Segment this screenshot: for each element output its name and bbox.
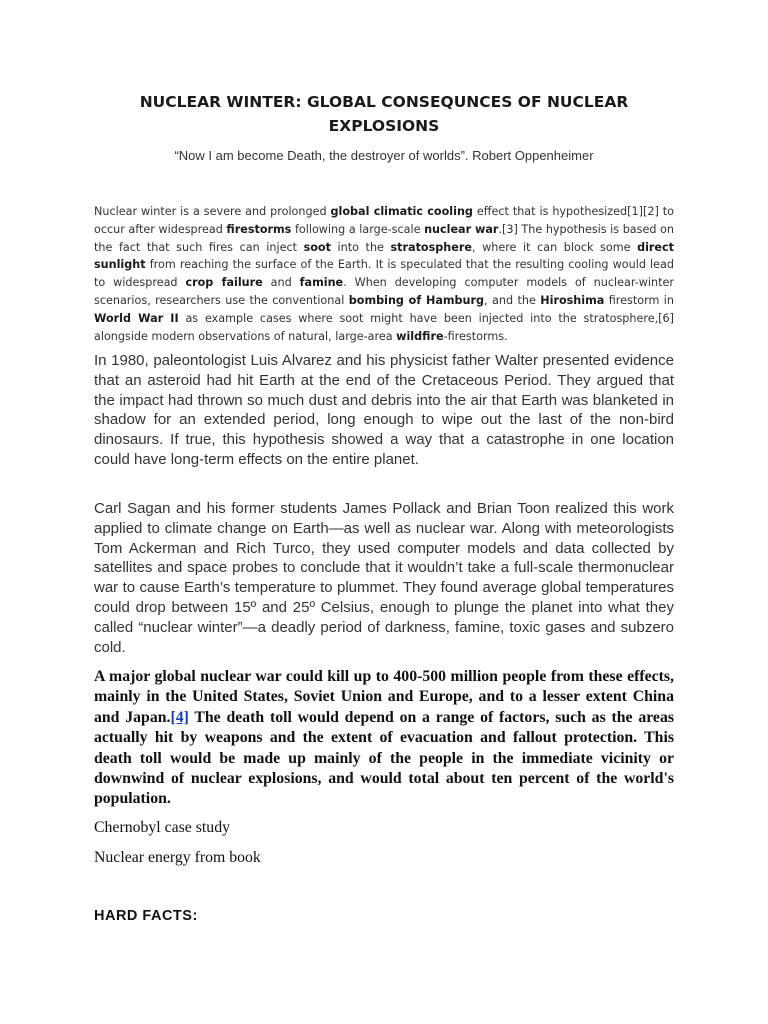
bold-term: bombing of Hamburg — [348, 293, 485, 307]
bold-term: direct sunlight — [94, 240, 674, 272]
paragraph-sagan: Carl Sagan and his former students James Pollack and Brian Toon realized this work applied to climate change on Earth—as well as nuclear war. Along with meteorologists Tom Ackerman and Rich Turco, they used computer models and data collected by satellites and space probes to conclude that it wouldn’t take a full-scale thermonuclear war to cause Earth’s temperature to plummet. They found average global temperatures could drop between 15º and 25º Celsius, enough to plunge the planet into what they called “nuclear winter”—a deadly period of darkness, famine, toxic gases and subzero cold. — [94, 500, 674, 656]
bold-term: Hiroshima — [540, 293, 605, 307]
note-chernobyl: Chernobyl case study — [94, 819, 231, 836]
bold-term: stratosphere — [390, 240, 472, 254]
text-run: effect that is hypothesized[1][2] to occur after widespread — [94, 205, 675, 236]
page-title: NUCLEAR WINTER: GLOBAL CONSEQUNCES OF NUCLEAR EXPLOSIONS — [139, 93, 629, 135]
text-run: and — [262, 276, 300, 290]
citation-link-4[interactable]: [4] — [170, 708, 189, 726]
bold-term: wildfire — [396, 329, 444, 343]
bold-term: firestorms — [226, 222, 292, 236]
text-run: firestorm in — [604, 293, 674, 307]
death-toll-text-end: The death toll would depend on a range of factors, such as the areas actually hit by weapons and the extent of evacuation and fallout protection. This death toll would be made up mainly of the people in the immediate vicinity or downwind of nuclear explosions, and would total about ten percent of the world's population. — [94, 708, 674, 808]
death-toll-text-start: A major global nuclear war could kill up to 400-500 million people from these effects, mainly in the United States, Soviet Union and Europe, and to a lesser extent China and Japan. — [94, 668, 674, 726]
bold-term: soot — [303, 240, 331, 254]
text-run: -firestorms. — [443, 329, 508, 343]
paragraph-alvarez: In 1980, paleontologist Luis Alvarez and his physicist father Walter presented evidence that an asteroid had hit Earth at the end of the Cretaceous Period. They argued that the impact had thrown so much dust and debris into the air that Earth was blanketed in shadow for an extended period, long enough to wipe out the last of the non-bird dinosaurs. If true, this hypothesis showed a way that a catastrophe in one location could have long-term effects on the entire planet. — [94, 352, 674, 468]
text-run: from reaching the surface of the Earth. It is speculated that the resulting cooling would lead to widespread — [94, 258, 674, 290]
text-run: following a large-scale — [291, 222, 425, 236]
bold-term: crop failure — [185, 276, 263, 290]
note-nuclear-energy: Nuclear energy from book — [94, 849, 261, 866]
text-run: as example cases where soot might have been injected into the stratosphere,[6] alongside modern observations of natural, large-area — [94, 311, 674, 343]
heading-hard-facts: HARD FACTS: — [94, 908, 198, 924]
bold-term: World War II — [94, 311, 179, 325]
text-run: into the — [330, 240, 391, 254]
bold-term: famine — [299, 276, 344, 290]
paragraph-death-toll — [94, 667, 674, 810]
paragraph-nuclear-winter-definition — [94, 203, 674, 345]
text-run: Nuclear winter is a severe and prolonged — [94, 205, 331, 218]
bold-term: global climatic cooling — [330, 205, 473, 218]
text-run: , and the — [484, 293, 541, 307]
bold-term: nuclear war — [424, 222, 499, 236]
text-run: , where it can block some — [471, 240, 638, 254]
epigraph-quote: “Now I am become Death, the destroyer of worlds”. Robert Oppenheimer — [174, 148, 594, 163]
text-run: . When developing computer models of nuclear-winter scenarios, researchers use the conventional — [94, 276, 674, 307]
text-run: .[3] The hypothesis is based on the fact that such fires can inject — [94, 222, 674, 254]
